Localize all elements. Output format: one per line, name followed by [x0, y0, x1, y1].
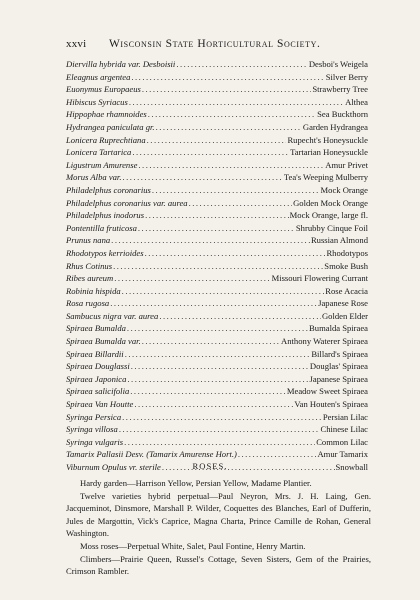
latin-name: Pontentilla fruticosa	[66, 222, 137, 233]
dot-leader	[131, 71, 324, 84]
latin-name: Sambucus nigra var. aurea	[66, 310, 159, 321]
dot-leader	[119, 423, 320, 436]
dot-leader	[124, 436, 315, 449]
common-name: Snowball	[335, 462, 368, 472]
dot-leader	[238, 448, 317, 461]
dot-leader	[110, 297, 317, 310]
page-number: xxvi	[66, 38, 87, 50]
shrub-list	[66, 58, 368, 474]
latin-name: Euonymus Europaeus	[66, 84, 141, 95]
dot-leader	[125, 348, 311, 361]
shrub-entry	[66, 197, 368, 210]
shrub-entry	[66, 146, 368, 159]
common-name: Golden Mock Orange	[293, 197, 368, 208]
dot-leader	[130, 385, 286, 398]
running-header	[66, 38, 366, 50]
latin-name: Spiraea Bumalda	[66, 323, 126, 334]
common-name: Sea Buckthorn	[317, 109, 368, 120]
shrub-entry	[66, 448, 368, 461]
shrub-entry	[66, 71, 368, 84]
latin-name: Lonicera Ruprechtiana	[66, 134, 146, 145]
latin-name: Rhus Cotinus	[66, 260, 113, 271]
common-name: Russian Almond	[310, 235, 368, 246]
shrub-entry	[66, 134, 368, 147]
common-name: Silver Berry	[325, 71, 368, 82]
common-name: Persian Lilac	[322, 411, 368, 422]
latin-name: Syringa Persica	[66, 411, 122, 422]
shrub-entry	[66, 247, 368, 260]
common-name: Smoke Bush	[324, 260, 368, 271]
dot-leader	[148, 108, 316, 121]
dot-leader	[142, 83, 312, 96]
dot-leader	[131, 360, 309, 373]
common-name: Garden Hydrangea	[302, 121, 368, 132]
common-name: Meadow Sweet Spiraea	[286, 386, 368, 397]
latin-name: Eleagnus argentea	[66, 71, 131, 82]
shrub-entry	[66, 83, 368, 96]
dot-leader	[152, 184, 320, 197]
latin-name: Spiraea Douglassi	[66, 361, 130, 372]
common-name: Amur Tamarix	[317, 449, 368, 460]
latin-name: Robinia hispida	[66, 285, 121, 296]
latin-name: Diervilla hybrida var. Desboisii	[66, 59, 176, 69]
shrub-entry	[66, 184, 368, 197]
dot-leader	[114, 272, 270, 285]
dot-leader	[134, 398, 293, 411]
shrub-entry	[66, 272, 368, 285]
shrub-entry	[66, 108, 368, 121]
shrub-entry	[66, 58, 368, 71]
roses-paragraph: Twelve varieties hybrid perpetual—Paul Neyron, Mrs. J. H. Laing, Gen. Jacqueminot, Dinsmore, Marshall P. Wilder, Coquettes des Blanches, Earl of Dufferin, Jules de Margottin, Vick's Caprice, Magna Charta, Prince Camille de Rohan, General Washington.	[66, 490, 371, 539]
shrub-entry	[66, 260, 368, 273]
common-name: Rose Acacia	[325, 285, 368, 296]
latin-name: Tamarix Pallasii Desv. (Tamarix Amurense Hort.)	[66, 449, 237, 460]
dot-leader	[122, 171, 282, 184]
dot-leader	[127, 373, 308, 386]
latin-name: Hippophae rhamnoides	[66, 109, 147, 120]
dot-leader	[132, 146, 289, 159]
dot-leader	[156, 121, 302, 134]
shrub-entry	[66, 436, 368, 449]
common-name: Tartarian Honeysuckle	[290, 147, 368, 158]
dot-leader	[127, 322, 308, 335]
common-name: Tea's Weeping Mulberry	[283, 172, 368, 183]
dot-leader	[147, 134, 287, 147]
roses-paragraph: Moss roses—Perpetual White, Salet, Paul Fontine, Henry Martin.	[80, 540, 306, 551]
latin-name: Philadelphus coronarius	[66, 184, 151, 195]
shrub-entry	[66, 322, 368, 335]
latin-name: Hibiscus Syriacus	[66, 96, 128, 107]
shrub-entry	[66, 209, 368, 222]
running-title: Wisconsin State Horticultural Society.	[108, 38, 321, 50]
shrub-entry	[66, 96, 368, 109]
shrub-entry	[66, 360, 368, 373]
latin-name: Rosa rugosa	[66, 298, 110, 309]
dot-leader	[122, 285, 325, 298]
common-name: Strawberry Tree	[312, 84, 368, 95]
shrub-entry	[66, 121, 368, 134]
common-name: Shrubby Cinque Foil	[295, 222, 368, 233]
dot-leader	[159, 310, 321, 323]
shrub-entry	[66, 398, 368, 411]
roses-paragraph: Hardy garden—Harrison Yellow, Persian Yellow, Madame Plantier.	[80, 478, 312, 488]
common-name: Bumalda Spiraea	[309, 323, 368, 334]
dot-leader	[142, 335, 280, 348]
latin-name: Ligustrum Amurense	[66, 159, 138, 170]
shrub-entry	[66, 285, 368, 298]
latin-name: Spiraea Japonica	[66, 373, 127, 384]
latin-name: Morus Alba var.	[66, 172, 122, 183]
latin-name: Spiraea salicifolia	[66, 386, 130, 397]
common-name: Billard's Spiraea	[311, 348, 368, 359]
latin-name: Spiraea Bumalda var.	[66, 336, 141, 347]
latin-name: Syringa villosa	[66, 424, 118, 435]
latin-name: Prunus nana	[66, 235, 111, 246]
roses-paragraph: Climbers—Prairie Queen, Russel's Cottage, Seven Sisters, Gem of the Prairies, Crimson Rambler.	[66, 553, 371, 577]
common-name: Japanese Spiraea	[309, 373, 368, 384]
roses-heading: ROSES.	[192, 461, 228, 471]
common-name: Golden Elder	[321, 310, 368, 321]
common-name: Van Houten's Spiraea	[294, 399, 368, 410]
shrub-entry	[66, 222, 368, 235]
common-name: Anthony Waterer Spiraea	[281, 336, 368, 347]
shrub-entry	[66, 159, 368, 172]
shrub-entry	[66, 297, 368, 310]
latin-name: Lonicera Tartarica	[66, 147, 132, 158]
shrub-entry	[66, 335, 368, 348]
shrub-entry	[66, 171, 368, 184]
shrub-entry	[66, 310, 368, 323]
dot-leader	[129, 96, 344, 109]
common-name: Mock Orange	[320, 184, 368, 195]
dot-leader	[138, 222, 295, 235]
latin-name: Philadelphus coronarius var. aurea	[66, 197, 188, 208]
shrub-entry	[66, 423, 368, 436]
dot-leader	[176, 58, 308, 71]
shrub-entry	[66, 411, 368, 424]
dot-leader	[145, 209, 289, 222]
common-name: Rupecht's Honeysuckle	[287, 134, 368, 145]
latin-name: Philadelphus inodorus	[66, 210, 145, 221]
common-name: Rhodotypos	[326, 247, 368, 258]
latin-name: Rhodotypos kerrioides	[66, 247, 144, 258]
dot-leader	[122, 411, 322, 424]
common-name: Althea	[345, 96, 368, 107]
common-name: Desboi's Weigela	[308, 59, 368, 69]
shrub-entry	[66, 348, 368, 361]
latin-name: Spiraea Van Houtte	[66, 399, 134, 410]
shrub-entry	[66, 234, 368, 247]
latin-name: Hydrangea paniculata gr.	[66, 121, 155, 132]
common-name: Common Lilac	[316, 436, 368, 447]
common-name: Missouri Flowering Currant	[271, 273, 368, 284]
dot-leader	[145, 247, 326, 260]
dot-leader	[113, 260, 323, 273]
latin-name: Syringa vulgaris	[66, 436, 124, 447]
latin-name: Viburnum Opulus vr. sterile	[66, 462, 161, 472]
dot-leader	[111, 234, 310, 247]
common-name: Amur Privet	[325, 159, 368, 170]
shrub-entry	[66, 373, 368, 386]
roses-section	[66, 477, 371, 578]
dot-leader	[138, 159, 324, 172]
common-name: Douglas' Spiraea	[309, 361, 368, 372]
dot-leader	[189, 197, 292, 210]
common-name: Chinese Lilac	[320, 424, 368, 435]
shrub-entry	[66, 385, 368, 398]
latin-name: Ribes aureum	[66, 273, 114, 284]
common-name: Mock Orange, large fl.	[289, 210, 368, 221]
latin-name: Spiraea Billardii	[66, 348, 124, 359]
common-name: Japanese Rose	[318, 298, 368, 309]
